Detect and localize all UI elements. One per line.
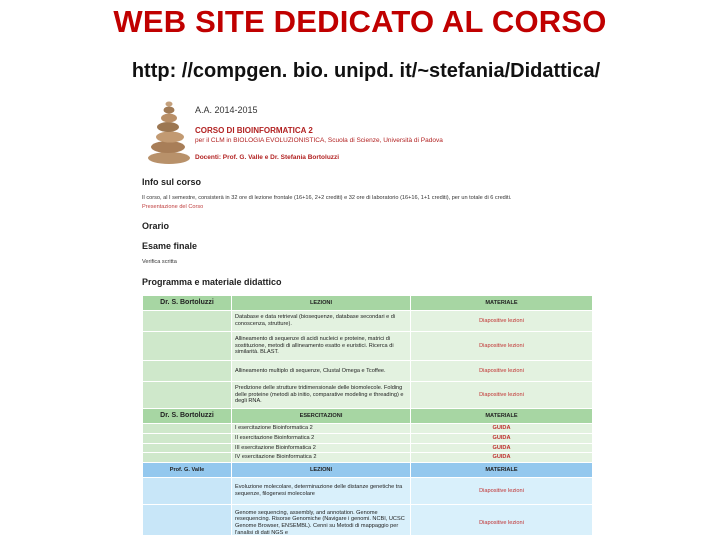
exercise-title: III esercitazione Bioinformatica 2 — [232, 443, 411, 453]
degree-line: per il CLM in BIOLOGIA EVOLUZIONISTICA, Scuola di Scienze, Università di Padova — [195, 137, 443, 144]
lesson-topic: Database e data retrieval (biosequenze, database secondari e di conoscenza, strutture). — [232, 311, 411, 332]
academic-year: A.A. 2014-2015 — [195, 105, 258, 115]
table-row — [143, 424, 593, 434]
stacked-stones-logo — [145, 95, 193, 165]
table-row — [143, 443, 593, 453]
teachers-line: Docenti: Prof. G. Valle e Dr. Stefania Bortoluzzi — [195, 154, 340, 161]
table-row — [143, 361, 593, 382]
column-header: LEZIONI — [232, 463, 411, 478]
column-header: MATERIALE — [411, 296, 593, 311]
presentazione-link[interactable]: Presentazione del Corso — [142, 204, 204, 210]
table-row — [143, 332, 593, 361]
table-row — [143, 453, 593, 463]
lesson-topic: Predizione delle strutture tridimensionale delle biomolecole. Folding delle proteine (metodi ab initio, comparative modeling e threading) e degli RNA. — [232, 382, 411, 409]
table-header-row — [143, 296, 593, 311]
lesson-topic: Allineamento di sequenze di acidi nucleici e proteine, matrici di sostituzione, metodi di allineamento esatto e euristici. Ricerca di similarità. BLAST. — [232, 332, 411, 361]
table-row — [143, 478, 593, 505]
slide-url[interactable]: http: //compgen. bio. unipd. it/~stefania/Didattica/ — [131, 60, 601, 82]
orario-heading[interactable]: Orario — [142, 221, 170, 231]
info-heading: Info sul corso — [142, 177, 202, 187]
table-row — [143, 433, 593, 443]
column-header: MATERIALE — [411, 409, 593, 424]
slide-title: WEB SITE DEDICATO AL CORSO — [113, 4, 607, 39]
programma-heading: Programma e materiale didattico — [142, 277, 282, 287]
column-header: MATERIALE — [411, 463, 593, 478]
info-text: Il corso, al I semestre, consisterà in 32 ore di lezione frontale (16+16, 2+2 crediti) e 32 ore di laboratorio (16+16, 1+1 crediti), per un totale di 6 crediti. — [142, 195, 512, 201]
column-header: LEZIONI — [232, 296, 411, 311]
column-header: ESERCITAZIONI — [232, 409, 411, 424]
website-screenshot — [140, 95, 595, 535]
lesson-topic: Genome sequencing, assembly, and annotation. Genome resequencing. Risorse Genomiche (Navigare i genomi. NCBI, UCSC Genome Browser, ENSEMBL). Cenni su Metodi di mappaggio per l'analisi di dati NGS e — [232, 505, 411, 535]
table-row — [143, 311, 593, 332]
material-link[interactable]: Diapositive lezioni — [411, 311, 593, 332]
exercise-title: II esercitazione Bioinformatica 2 — [232, 433, 411, 443]
program-table — [142, 295, 593, 535]
exercise-title: IV esercitazione Bioinformatica 2 — [232, 453, 411, 463]
column-header: Dr. S. Bortoluzzi — [143, 409, 232, 424]
material-link[interactable]: Diapositive lezioni — [411, 332, 593, 361]
table-header-row — [143, 463, 593, 478]
esame-text: Verifica scritta — [142, 259, 177, 265]
guida-link[interactable]: GUIDA — [411, 433, 593, 443]
esame-heading: Esame finale — [142, 241, 198, 251]
material-link[interactable]: Diapositive lezioni — [411, 361, 593, 382]
lesson-topic: Evoluzione molecolare, determinazione delle distanze genetiche tra sequenze, filogenesi molecolare — [232, 478, 411, 505]
lesson-topic: Allineamento multiplo di sequenze, Clustal Omega e Tcoffee. — [232, 361, 411, 382]
table-row — [143, 382, 593, 409]
material-link[interactable]: Diapositive lezioni — [411, 478, 593, 505]
material-link[interactable]: Diapositive lezioni — [411, 505, 593, 535]
material-link[interactable]: Diapositive lezioni — [411, 382, 593, 409]
table-row — [143, 505, 593, 535]
guida-link[interactable]: GUIDA — [411, 443, 593, 453]
guida-link[interactable]: GUIDA — [411, 453, 593, 463]
course-title: CORSO DI BIOINFORMATICA 2 — [195, 126, 313, 135]
table-header-row — [143, 409, 593, 424]
guida-link[interactable]: GUIDA — [411, 424, 593, 434]
column-header: Dr. S. Bortoluzzi — [143, 296, 232, 311]
exercise-title: I esercitazione Bioinformatica 2 — [232, 424, 411, 434]
column-header: Prof. G. Valle — [143, 463, 232, 478]
